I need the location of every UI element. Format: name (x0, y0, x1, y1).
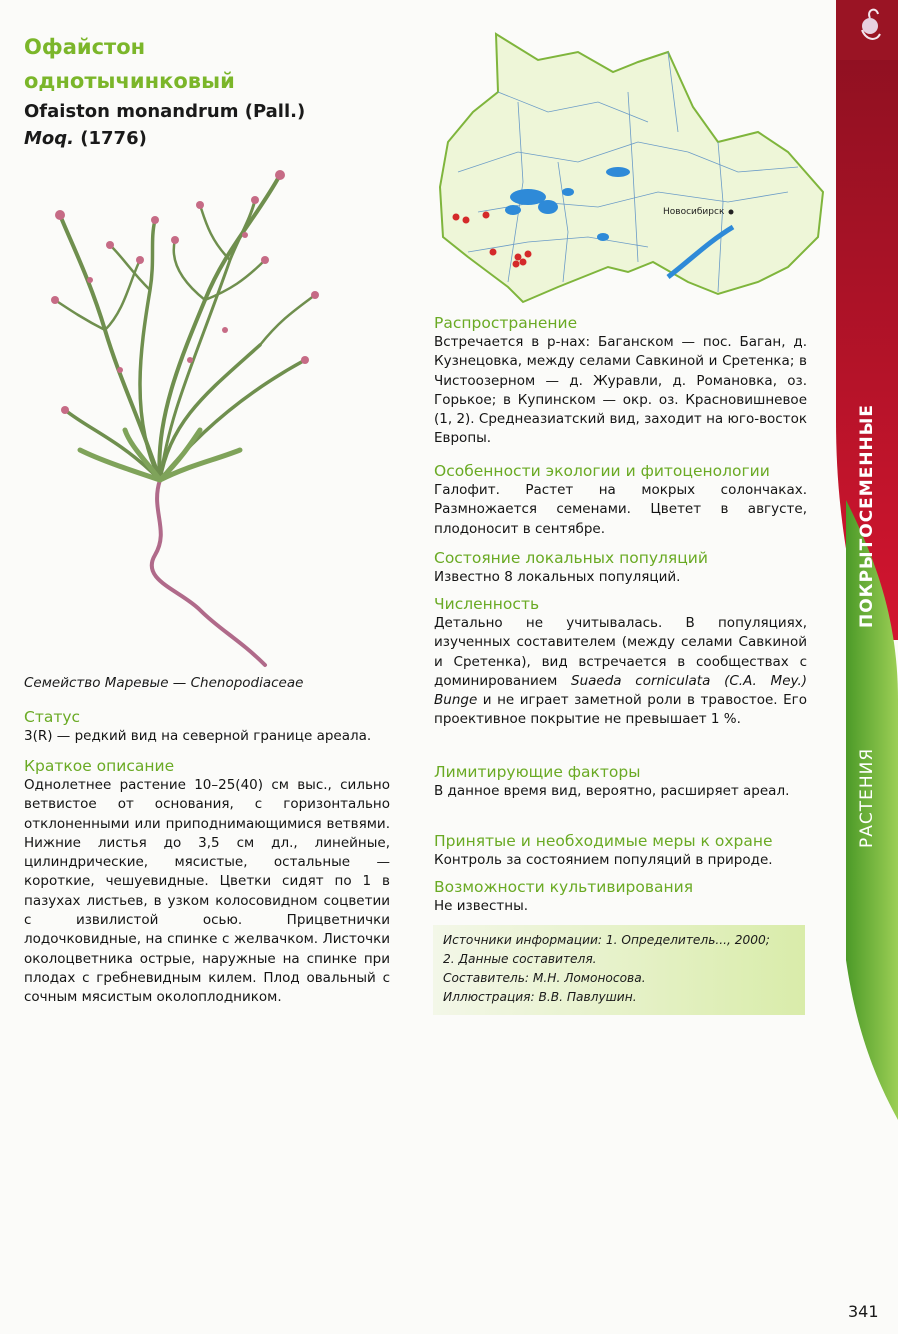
limiting-heading: Лимитирующие факторы (434, 763, 641, 781)
title-lat-line1: Ofaiston monandrum (Pall.) (24, 101, 306, 122)
abundance-species: Suaeda corniculata (C.A. Mey.) Bunge (434, 672, 807, 709)
side-band (836, 0, 898, 1334)
description-section (24, 757, 390, 1008)
limiting-section (434, 763, 807, 801)
sources-line1: Источники информации: 1. Определитель..., 2000; (443, 933, 770, 947)
page-title (24, 30, 324, 98)
sources-line3: Составитель: М.Н. Ломоносова. (443, 971, 646, 985)
sources-line4: Иллюстрация: В.В. Павлушин. (443, 990, 637, 1004)
status-section (24, 708, 390, 746)
page-number: 341 (848, 1302, 879, 1321)
populations-text: Известно 8 локальных популяций. (434, 569, 681, 585)
abundance-text (434, 614, 807, 730)
distribution-map (438, 32, 828, 307)
ecology-text: Галофит. Растет на мокрых солончаках. Размножается семенами. Цветет в августе, плодоносит в сентябре. (434, 482, 807, 537)
description-heading: Краткое описание (24, 757, 175, 775)
ecology-section (434, 462, 807, 539)
plant-illustration (30, 160, 340, 670)
abundance-text-b: и не играет заметной роли в травостое. Его проективное покрытие не превышает 1 %. (434, 692, 807, 728)
city-label: Новосибирск (663, 207, 725, 217)
distribution-text: Встречается в р-нах: Баганском — пос. Баган, д. Кузнецовка, между селами Савкиной и Сретенка; в Чистоозерном — д. Журавли, д. Романовка, оз. Горькое; в Купинском — окр. оз. Красновишневое (1, 2). Среднеазиатский вид, заходит на юго-восток Европы. (434, 334, 807, 447)
title-lat-year: (1776) (74, 128, 147, 149)
cultivation-text: Не известны. (434, 898, 529, 914)
side-label-top: ПОКРЫТОСЕМЕННЫЕ (857, 404, 877, 628)
family-caption (24, 675, 303, 691)
family-ru: Семейство Маревые — (24, 675, 191, 691)
populations-section (434, 549, 807, 587)
distribution-section (434, 314, 807, 449)
title-ru-line1: Офайстон (24, 35, 146, 59)
limiting-text: В данное время вид, вероятно, расширяет ареал. (434, 783, 790, 799)
measures-section (434, 832, 807, 870)
status-text: 3(R) — редкий вид на северной границе ареала. (24, 728, 372, 744)
description-text: Однолетнее растение 10–25(40) см выс., сильно ветвистое от основания, с горизонтально отклоненными или приподнимающимися ветвями. Нижние листья до 3,5 см дл., линейные, цилиндрические, мясистые, остальные — короткие, чешуевидные. Цветки сидят по 1 в пазухах листьев, в узком колосовидном соцветии с извилистой осью. Прицветнички лодочковидные, на спинке с желвачком. Листочки околоцветника острые, наружные на спинке при плодах с гребневидным килем. Плод овальный с сочным мясистым околоплодником. (24, 777, 390, 1006)
measures-text: Контроль за состоянием популяций в природе. (434, 852, 773, 868)
abundance-section (434, 595, 807, 730)
cultivation-section (434, 878, 807, 916)
distribution-heading: Распространение (434, 314, 578, 332)
side-label-bottom: РАСТЕНИЯ (857, 747, 877, 848)
abundance-heading: Численность (434, 595, 540, 613)
family-lat: Chenopodiaceae (190, 675, 304, 691)
status-heading: Статус (24, 708, 81, 726)
sources-line2: 2. Данные составителя. (443, 952, 597, 966)
title-ru-line2: однотычинковый (24, 69, 235, 93)
title-lat-author: Moq. (24, 128, 75, 149)
latin-title (24, 98, 344, 152)
ecology-heading: Особенности экологии и фитоценологии (434, 462, 770, 480)
cultivation-heading: Возможности культивирования (434, 878, 694, 896)
abundance-text-a: Детально не учитывалась. В популяциях, изученных составителем (между селами Савкиной и Сретенка), вид встречается в сообществах с доминированием (434, 615, 807, 689)
sources-box (433, 925, 805, 1015)
measures-heading: Принятые и необходимые меры к охране (434, 832, 773, 850)
populations-heading: Состояние локальных популяций (434, 549, 708, 567)
